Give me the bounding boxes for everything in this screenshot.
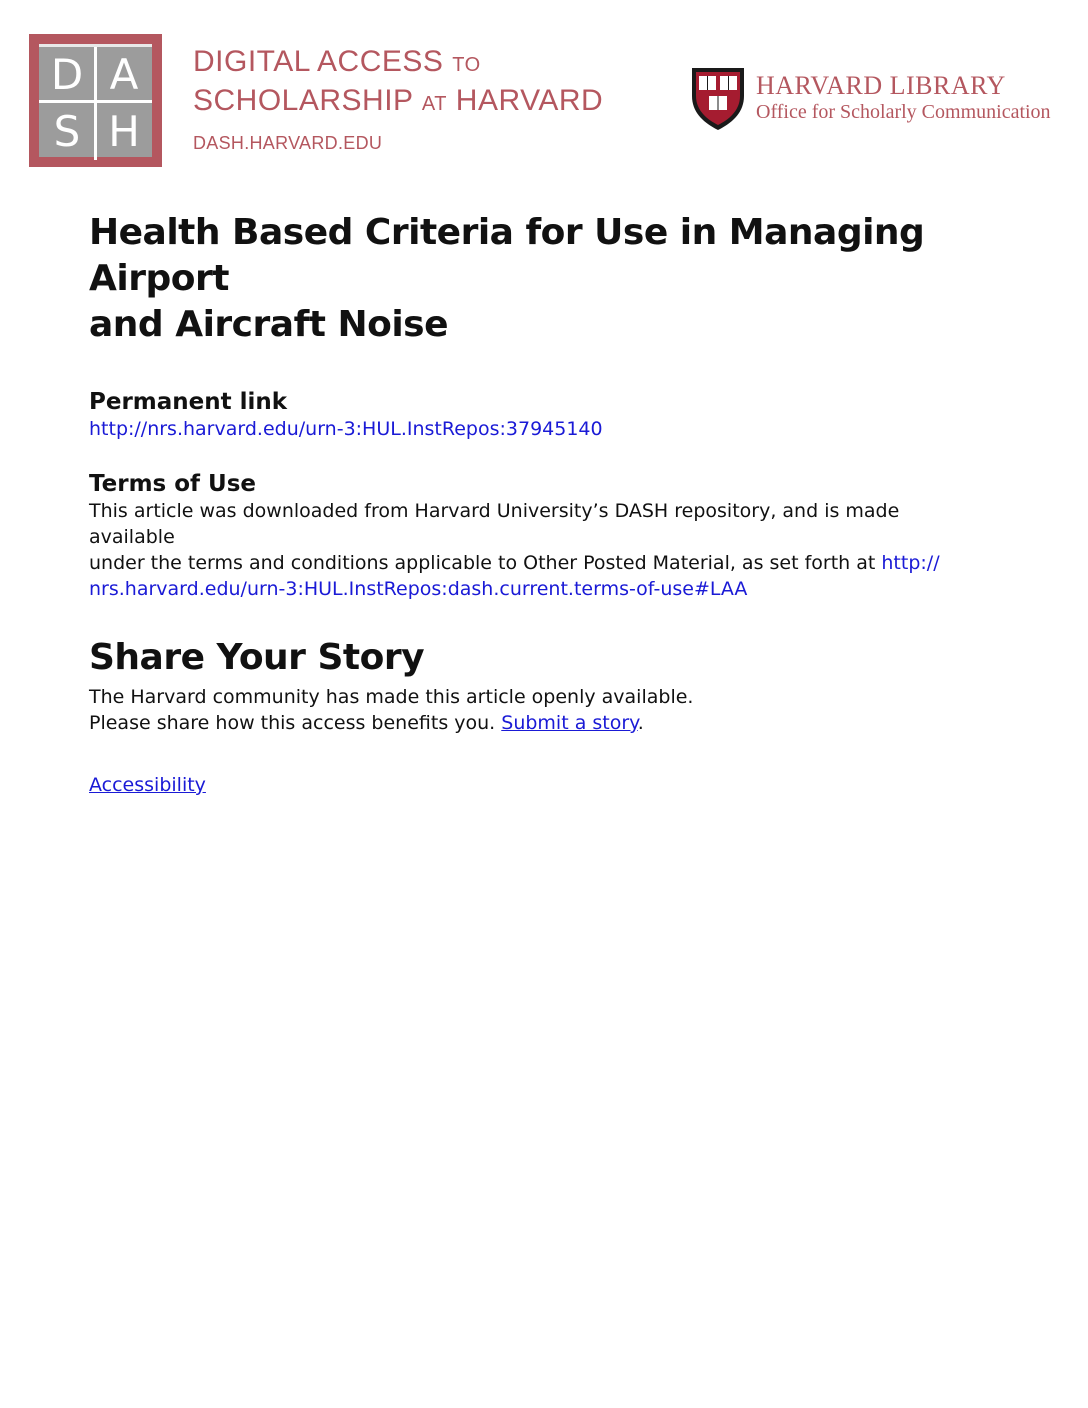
permanent-link-heading: Permanent link [89, 389, 288, 415]
dash-logo [29, 34, 162, 167]
permanent-link-section [89, 388, 989, 442]
terms-link-part1[interactable]: http:// [881, 552, 940, 574]
dash-letter-s: S [53, 107, 81, 156]
library-office: Office for Scholarly Communication [756, 101, 1051, 123]
dash-letter-a: A [109, 50, 139, 99]
submit-story-link[interactable]: Submit a story [501, 712, 638, 734]
accessibility-section [89, 772, 989, 798]
dash-wordmark-line2: SCHOLARSHIP AT HARVARD [193, 84, 604, 117]
terms-link-part2[interactable]: nrs.harvard.edu/urn-3:HUL.InstRepos:dash.current.terms-of-use#LAA [89, 578, 748, 600]
dash-divider-vertical [94, 47, 97, 160]
harvard-shield-icon [690, 66, 746, 132]
terms-section [89, 470, 989, 602]
article-title: Health Based Criteria for Use in Managing Airport and Aircraft Noise [89, 212, 925, 345]
terms-text: This article was downloaded from Harvard University’s DASH repository, and is made available under the terms and conditions applicable to Other Posted Material, as set forth at http:// nrs.harvard.edu/urn-3:HUL.InstRepos:dash.current.terms-of-use#LAA [89, 500, 940, 600]
dash-letter-h: H [108, 107, 140, 156]
share-section [89, 636, 989, 736]
harvard-library-logo [690, 66, 1070, 136]
share-heading: Share Your Story [89, 637, 425, 678]
accessibility-link[interactable]: Accessibility [89, 774, 206, 796]
dash-wordmark [193, 44, 603, 158]
permanent-link-url[interactable]: http://nrs.harvard.edu/urn-3:HUL.InstRepos:37945140 [89, 418, 603, 440]
dash-url: DASH.HARVARD.EDU [193, 133, 383, 153]
harvard-library-wordmark [756, 72, 1051, 124]
cover-content [89, 210, 989, 798]
terms-heading: Terms of Use [89, 471, 257, 497]
dash-letter-d: D [50, 50, 84, 99]
library-name: HARVARD LIBRARY [756, 71, 1006, 100]
share-text: The Harvard community has made this article openly available. Please share how this access benefits you. Submit a story. [89, 686, 694, 734]
dash-wordmark-line1: DIGITAL ACCESS TO [193, 45, 481, 78]
